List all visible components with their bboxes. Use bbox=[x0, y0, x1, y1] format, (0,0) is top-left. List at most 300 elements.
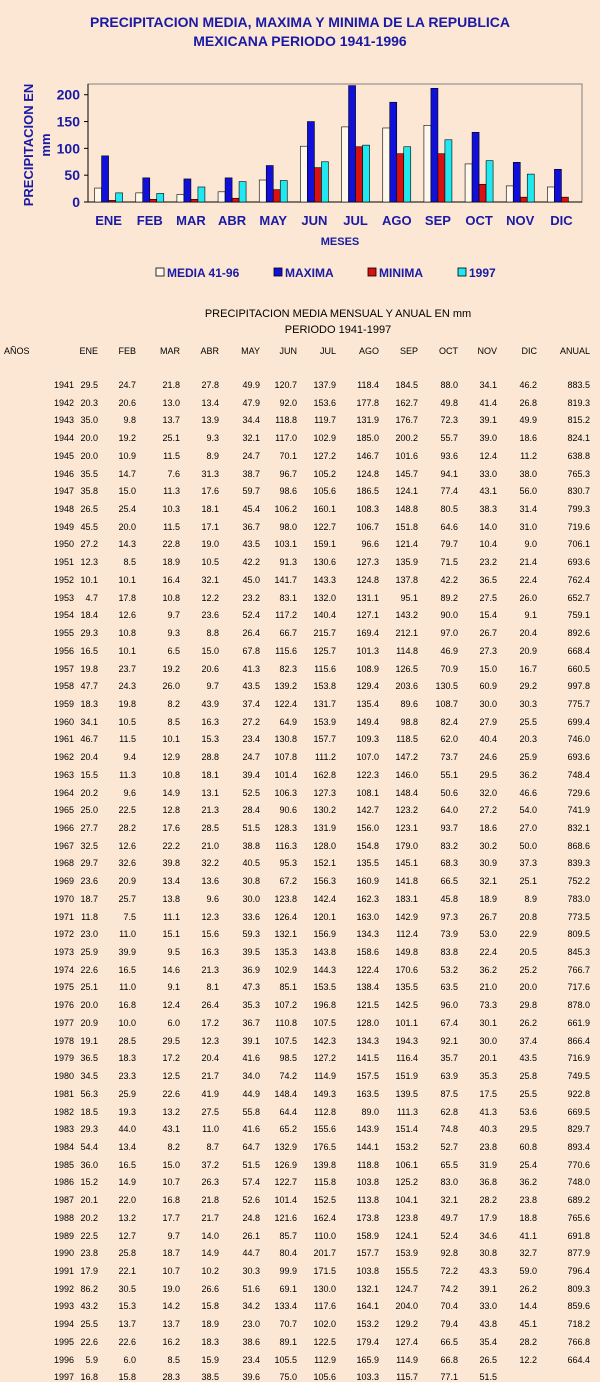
column-header: ABR bbox=[200, 346, 219, 356]
value-cell: 66.7 bbox=[279, 628, 297, 639]
value-cell: 23.4 bbox=[242, 734, 260, 745]
value-cell: 26.0 bbox=[162, 681, 180, 692]
value-cell: 34.4 bbox=[242, 415, 260, 426]
value-cell: 12.5 bbox=[162, 1071, 180, 1082]
value-cell: 25.1 bbox=[519, 876, 537, 887]
value-cell: 203.6 bbox=[395, 681, 418, 692]
value-cell: 15.0 bbox=[201, 645, 219, 656]
value-cell: 122.5 bbox=[313, 1336, 336, 1347]
value-cell: 153.9 bbox=[313, 716, 336, 727]
value-cell: 52.6 bbox=[242, 1195, 260, 1206]
bar-media-41-96-nov bbox=[506, 186, 513, 202]
value-cell: 65.2 bbox=[279, 1124, 297, 1135]
value-cell: 11.5 bbox=[163, 450, 180, 461]
value-cell: 39.8 bbox=[162, 858, 180, 869]
value-cell: 40.3 bbox=[479, 1124, 497, 1135]
value-cell: 9.5 bbox=[167, 947, 180, 958]
value-cell: 11.8 bbox=[81, 911, 98, 922]
value-cell: 31.4 bbox=[519, 504, 537, 515]
value-cell: 11.0 bbox=[119, 929, 136, 940]
value-cell: 153.2 bbox=[356, 1319, 379, 1330]
value-cell: 30.0 bbox=[479, 1035, 497, 1046]
value-cell: 30.8 bbox=[479, 1248, 497, 1259]
value-cell: 115.6 bbox=[275, 645, 297, 656]
value-cell: 25.4 bbox=[118, 504, 136, 515]
value-cell: 14.9 bbox=[118, 1177, 136, 1188]
legend-swatch bbox=[368, 268, 376, 276]
value-cell: 15.2 bbox=[80, 1177, 98, 1188]
value-cell: 23.8 bbox=[479, 1141, 497, 1152]
value-cell: 18.6 bbox=[519, 433, 537, 444]
value-cell: 139.8 bbox=[313, 1159, 336, 1170]
value-cell: 20.4 bbox=[201, 1053, 219, 1064]
value-cell: 9.4 bbox=[123, 752, 136, 763]
value-cell: 12.2 bbox=[519, 1354, 537, 1365]
value-cell: 16.3 bbox=[201, 947, 219, 958]
value-cell: 69.1 bbox=[279, 1283, 297, 1294]
value-cell: 43.5 bbox=[519, 1053, 537, 1064]
value-cell: 148.4 bbox=[274, 1088, 297, 1099]
value-cell: 9.8 bbox=[123, 415, 136, 426]
value-cell: 98.5 bbox=[279, 1053, 297, 1064]
value-cell: 47.9 bbox=[242, 397, 260, 408]
bar-1997-abr bbox=[239, 182, 246, 202]
year-cell: 1973 bbox=[53, 947, 74, 958]
value-cell: 57.4 bbox=[242, 1177, 260, 1188]
value-cell: 749.5 bbox=[567, 1071, 590, 1082]
value-cell: 130.8 bbox=[274, 734, 297, 745]
value-cell: 71.5 bbox=[440, 557, 458, 568]
bar-media-41-96-oct bbox=[465, 164, 472, 202]
value-cell: 41.6 bbox=[242, 1053, 260, 1064]
year-cell: 1970 bbox=[53, 893, 74, 904]
value-cell: 83.2 bbox=[440, 840, 458, 851]
value-cell: 729.6 bbox=[567, 787, 590, 798]
value-cell: 13.2 bbox=[162, 1106, 180, 1117]
value-cell: 131.9 bbox=[356, 415, 379, 426]
value-cell: 82.3 bbox=[279, 663, 297, 674]
value-cell: 127.1 bbox=[356, 610, 379, 621]
value-cell: 53.2 bbox=[440, 964, 458, 975]
value-cell: 40.5 bbox=[242, 858, 260, 869]
column-header: JUN bbox=[279, 346, 297, 356]
value-cell: 152.5 bbox=[313, 1195, 336, 1206]
value-cell: 6.5 bbox=[167, 645, 180, 656]
value-cell: 183.1 bbox=[395, 893, 418, 904]
value-cell: 72.2 bbox=[440, 1266, 458, 1276]
year-cell: 1968 bbox=[53, 858, 74, 869]
value-cell: 13.8 bbox=[162, 893, 180, 904]
year-cell: 1956 bbox=[53, 645, 74, 656]
value-cell: 868.6 bbox=[567, 840, 590, 851]
value-cell: 55.7 bbox=[440, 433, 458, 444]
bar-1997-jun bbox=[321, 162, 328, 202]
value-cell: 114.9 bbox=[396, 1354, 418, 1365]
value-cell: 108.9 bbox=[356, 663, 379, 674]
value-cell: 29.5 bbox=[80, 380, 98, 390]
value-cell: 11.5 bbox=[163, 521, 180, 532]
value-cell: 892.6 bbox=[567, 628, 590, 639]
value-cell: 177.8 bbox=[356, 397, 379, 408]
bar-maxima-oct bbox=[472, 132, 479, 202]
value-cell: 162.7 bbox=[395, 397, 418, 408]
value-cell: 34.6 bbox=[479, 1230, 497, 1241]
value-cell: 157.7 bbox=[356, 1248, 379, 1259]
value-cell: 130.2 bbox=[313, 805, 336, 816]
value-cell: 33.0 bbox=[479, 1301, 497, 1312]
value-cell: 31.9 bbox=[479, 1159, 497, 1170]
value-cell: 120.1 bbox=[313, 911, 336, 922]
value-cell: 43.5 bbox=[242, 539, 260, 550]
value-cell: 21.0 bbox=[201, 840, 219, 851]
value-cell: 8.2 bbox=[167, 698, 180, 709]
value-cell: 10.8 bbox=[162, 592, 180, 603]
x-tick-label: NOV bbox=[506, 213, 535, 228]
value-cell: 38.3 bbox=[479, 504, 497, 515]
bar-minima-abr bbox=[232, 198, 239, 202]
value-cell: 16.3 bbox=[201, 716, 219, 727]
value-cell: 766.7 bbox=[567, 964, 590, 975]
value-cell: 47.3 bbox=[242, 982, 260, 993]
value-cell: 809.3 bbox=[567, 1283, 590, 1294]
value-cell: 12.8 bbox=[162, 805, 180, 816]
value-cell: 15.9 bbox=[201, 1354, 219, 1365]
value-cell: 122.7 bbox=[274, 1177, 297, 1188]
value-cell: 163.0 bbox=[356, 911, 379, 922]
value-cell: 41.9 bbox=[201, 1088, 219, 1099]
value-cell: 29.8 bbox=[519, 1000, 537, 1011]
value-cell: 46.2 bbox=[519, 380, 537, 390]
value-cell: 20.3 bbox=[519, 734, 537, 745]
value-cell: 19.1 bbox=[80, 1035, 98, 1046]
value-cell: 18.3 bbox=[118, 1053, 136, 1064]
value-cell: 16.8 bbox=[162, 1195, 180, 1206]
value-cell: 139.5 bbox=[395, 1088, 418, 1099]
value-cell: 20.0 bbox=[80, 433, 98, 444]
value-cell: 32.5 bbox=[80, 840, 98, 851]
value-cell: 17.2 bbox=[201, 1017, 219, 1028]
value-cell: 107.8 bbox=[274, 752, 297, 763]
value-cell: 10.8 bbox=[162, 769, 180, 780]
year-cell: 1967 bbox=[53, 840, 74, 851]
value-cell: 118.8 bbox=[357, 1159, 379, 1170]
value-cell: 54.0 bbox=[519, 805, 537, 816]
value-cell: 28.8 bbox=[201, 752, 219, 763]
value-cell: 68.3 bbox=[440, 858, 458, 869]
value-cell: 147.2 bbox=[395, 752, 418, 763]
value-cell: 43.1 bbox=[162, 1124, 180, 1135]
value-cell: 26.2 bbox=[519, 1283, 537, 1294]
value-cell: 39.1 bbox=[479, 415, 497, 426]
value-cell: 64.0 bbox=[440, 805, 458, 816]
value-cell: 158.9 bbox=[356, 1230, 379, 1241]
value-cell: 110.8 bbox=[275, 1017, 297, 1028]
year-cell: 1987 bbox=[53, 1195, 74, 1206]
year-cell: 1989 bbox=[53, 1230, 74, 1241]
value-cell: 25.8 bbox=[519, 1071, 537, 1082]
table-title-line2: PERIODO 1941-1997 bbox=[284, 324, 392, 336]
value-cell: 12.6 bbox=[118, 610, 136, 621]
value-cell: 893.4 bbox=[567, 1141, 590, 1152]
value-cell: 22.5 bbox=[118, 805, 136, 816]
bar-maxima-mar bbox=[184, 179, 191, 202]
value-cell: 26.0 bbox=[519, 592, 537, 603]
value-cell: 103.8 bbox=[356, 1266, 379, 1276]
value-cell: 128.3 bbox=[274, 823, 297, 833]
value-cell: 54.4 bbox=[80, 1141, 98, 1152]
value-cell: 51.5 bbox=[479, 1372, 497, 1382]
value-cell: 215.7 bbox=[313, 628, 336, 639]
value-cell: 20.2 bbox=[80, 1212, 98, 1223]
value-cell: 40.4 bbox=[479, 734, 497, 745]
value-cell: 9.3 bbox=[206, 433, 219, 444]
value-cell: 30.0 bbox=[479, 698, 497, 709]
value-cell: 49.8 bbox=[440, 397, 458, 408]
year-cell: 1954 bbox=[53, 610, 74, 621]
value-cell: 41.3 bbox=[479, 1106, 497, 1117]
value-cell: 877.9 bbox=[567, 1248, 590, 1259]
value-cell: 145.7 bbox=[395, 468, 418, 479]
value-cell: 748.0 bbox=[567, 1177, 590, 1188]
value-cell: 130.0 bbox=[313, 1283, 336, 1294]
value-cell: 112.8 bbox=[314, 1106, 336, 1117]
value-cell: 101.1 bbox=[395, 1017, 418, 1028]
value-cell: 30.5 bbox=[118, 1283, 136, 1294]
value-cell: 30.2 bbox=[479, 840, 497, 851]
value-cell: 74.2 bbox=[279, 1071, 297, 1082]
value-cell: 23.0 bbox=[80, 929, 98, 940]
legend-swatch bbox=[156, 268, 164, 276]
value-cell: 706.1 bbox=[567, 539, 590, 550]
value-cell: 765.3 bbox=[567, 468, 590, 479]
value-cell: 27.2 bbox=[80, 539, 98, 550]
value-cell: 127.2 bbox=[313, 450, 336, 461]
value-cell: 8.5 bbox=[167, 1354, 180, 1365]
year-cell: 1975 bbox=[53, 982, 74, 993]
bar-minima-oct bbox=[479, 184, 486, 202]
value-cell: 94.1 bbox=[440, 468, 458, 479]
value-cell: 13.9 bbox=[201, 415, 219, 426]
value-cell: 204.0 bbox=[395, 1301, 418, 1312]
value-cell: 55.1 bbox=[440, 769, 458, 780]
value-cell: 79.4 bbox=[440, 1319, 458, 1330]
value-cell: 32.1 bbox=[242, 433, 260, 444]
value-cell: 4.7 bbox=[85, 592, 98, 603]
value-cell: 12.4 bbox=[162, 1000, 180, 1011]
value-cell: 21.3 bbox=[201, 964, 219, 975]
value-cell: 38.6 bbox=[242, 1336, 260, 1347]
value-cell: 26.7 bbox=[479, 628, 497, 639]
value-cell: 9.7 bbox=[206, 681, 219, 692]
value-cell: 35.0 bbox=[80, 415, 98, 426]
value-cell: 20.0 bbox=[80, 1000, 98, 1011]
x-tick-label: ABR bbox=[217, 213, 247, 228]
value-cell: 149.8 bbox=[395, 947, 418, 958]
value-cell: 89.2 bbox=[440, 592, 458, 603]
value-cell: 16.8 bbox=[118, 1000, 136, 1011]
value-cell: 143.3 bbox=[313, 574, 336, 585]
value-cell: 151.8 bbox=[395, 521, 418, 532]
value-cell: 64.6 bbox=[440, 521, 458, 532]
value-cell: 10.5 bbox=[118, 716, 136, 727]
year-cell: 1943 bbox=[53, 415, 74, 426]
value-cell: 135.3 bbox=[274, 947, 297, 958]
value-cell: 141.7 bbox=[274, 574, 297, 585]
value-cell: 124.7 bbox=[395, 1283, 418, 1294]
value-cell: 116.3 bbox=[275, 840, 297, 851]
value-cell: 11.3 bbox=[163, 486, 180, 497]
year-cell: 1958 bbox=[53, 681, 74, 692]
value-cell: 746.0 bbox=[567, 734, 590, 745]
value-cell: 11.3 bbox=[119, 769, 136, 780]
value-cell: 50.0 bbox=[519, 840, 537, 851]
value-cell: 10.7 bbox=[162, 1266, 180, 1276]
value-cell: 65.5 bbox=[440, 1159, 458, 1170]
value-cell: 121.5 bbox=[356, 1000, 379, 1011]
value-cell: 22.6 bbox=[118, 1336, 136, 1347]
value-cell: 186.5 bbox=[356, 486, 379, 497]
value-cell: 26.4 bbox=[242, 628, 260, 639]
value-cell: 773.5 bbox=[567, 911, 590, 922]
value-cell: 10.0 bbox=[118, 1017, 136, 1028]
value-cell: 64.7 bbox=[242, 1141, 260, 1152]
value-cell: 80.4 bbox=[279, 1248, 297, 1259]
value-cell: 88.0 bbox=[440, 380, 458, 390]
value-cell: 12.4 bbox=[479, 450, 497, 461]
value-cell: 878.0 bbox=[567, 1000, 590, 1011]
value-cell: 79.7 bbox=[440, 539, 458, 550]
value-cell: 47.7 bbox=[80, 681, 98, 692]
value-cell: 14.4 bbox=[519, 1301, 537, 1312]
value-cell: 49.9 bbox=[242, 380, 260, 390]
value-cell: 13.4 bbox=[162, 876, 180, 887]
value-cell: 18.1 bbox=[201, 769, 219, 780]
value-cell: 15.8 bbox=[201, 1301, 219, 1312]
value-cell: 63.5 bbox=[440, 982, 458, 993]
value-cell: 661.9 bbox=[567, 1017, 590, 1028]
value-cell: 83.8 bbox=[440, 947, 458, 958]
value-cell: 8.5 bbox=[123, 557, 136, 568]
value-cell: 24.3 bbox=[118, 681, 136, 692]
value-cell: 85.7 bbox=[279, 1230, 297, 1241]
bar-1997-jul bbox=[363, 145, 370, 202]
value-cell: 63.9 bbox=[440, 1071, 458, 1082]
value-cell: 117.2 bbox=[275, 610, 297, 621]
value-cell: 146.7 bbox=[356, 450, 379, 461]
x-tick-label: JUL bbox=[343, 213, 368, 228]
value-cell: 25.9 bbox=[118, 1088, 136, 1099]
value-cell: 170.6 bbox=[395, 964, 418, 975]
value-cell: 8.8 bbox=[206, 628, 219, 639]
value-cell: 25.5 bbox=[519, 716, 537, 727]
value-cell: 164.1 bbox=[356, 1301, 379, 1312]
value-cell: 23.3 bbox=[118, 1071, 136, 1082]
value-cell: 127.2 bbox=[313, 1053, 336, 1064]
value-cell: 748.4 bbox=[567, 769, 590, 780]
value-cell: 26.5 bbox=[80, 504, 98, 515]
value-cell: 8.7 bbox=[206, 1141, 219, 1152]
value-cell: 25.9 bbox=[519, 752, 537, 763]
bar-1997-sep bbox=[445, 140, 452, 202]
value-cell: 23.8 bbox=[80, 1248, 98, 1259]
value-cell: 765.6 bbox=[567, 1212, 590, 1223]
value-cell: 107.5 bbox=[274, 1035, 297, 1046]
value-cell: 22.6 bbox=[80, 1336, 98, 1347]
value-cell: 176.5 bbox=[313, 1141, 336, 1152]
value-cell: 42.2 bbox=[242, 557, 260, 568]
value-cell: 759.1 bbox=[567, 610, 590, 621]
value-cell: 691.8 bbox=[567, 1230, 590, 1241]
value-cell: 11.5 bbox=[119, 734, 136, 745]
year-cell: 1953 bbox=[53, 592, 74, 603]
value-cell: 38.7 bbox=[242, 468, 260, 479]
legend-label: MEDIA 41-96 bbox=[167, 266, 240, 280]
value-cell: 44.0 bbox=[118, 1124, 136, 1135]
value-cell: 19.8 bbox=[80, 663, 98, 674]
value-cell: 16.5 bbox=[118, 1159, 136, 1170]
value-cell: 89.1 bbox=[279, 1336, 297, 1347]
value-cell: 93.7 bbox=[440, 823, 458, 833]
value-cell: 20.2 bbox=[80, 787, 98, 798]
value-cell: 64.9 bbox=[279, 716, 297, 727]
value-cell: 26.7 bbox=[479, 911, 497, 922]
value-cell: 25.5 bbox=[519, 1088, 537, 1099]
bar-1997-feb bbox=[157, 193, 164, 202]
value-cell: 120.7 bbox=[274, 380, 297, 390]
value-cell: 19.3 bbox=[118, 1106, 136, 1117]
value-cell: 159.1 bbox=[313, 539, 336, 550]
value-cell: 30.8 bbox=[242, 876, 260, 887]
column-header: MAY bbox=[241, 346, 260, 356]
value-cell: 20.6 bbox=[201, 663, 219, 674]
value-cell: 42.2 bbox=[440, 574, 458, 585]
value-cell: 29.3 bbox=[80, 1124, 98, 1135]
value-cell: 770.6 bbox=[567, 1159, 590, 1170]
value-cell: 10.1 bbox=[118, 574, 136, 585]
legend-label: 1997 bbox=[469, 266, 496, 280]
legend-label: MINIMA bbox=[379, 266, 423, 280]
value-cell: 14.2 bbox=[162, 1301, 180, 1312]
value-cell: 20.4 bbox=[519, 628, 537, 639]
value-cell: 201.7 bbox=[313, 1248, 336, 1259]
value-cell: 24.8 bbox=[242, 1212, 260, 1223]
bar-media-41-96-abr bbox=[218, 192, 225, 202]
value-cell: 13.7 bbox=[162, 415, 180, 426]
value-cell: 144.1 bbox=[356, 1141, 379, 1152]
year-cell: 1985 bbox=[53, 1159, 74, 1170]
value-cell: 752.2 bbox=[567, 876, 590, 887]
value-cell: 102.9 bbox=[313, 433, 336, 444]
value-cell: 97.3 bbox=[440, 911, 458, 922]
bar-media-41-96-ene bbox=[95, 188, 102, 202]
value-cell: 30.1 bbox=[479, 1017, 497, 1028]
value-cell: 112.9 bbox=[314, 1354, 336, 1365]
bar-1997-nov bbox=[527, 174, 534, 202]
value-cell: 143.8 bbox=[313, 947, 336, 958]
value-cell: 17.6 bbox=[162, 823, 180, 833]
year-cell: 1949 bbox=[53, 521, 74, 532]
value-cell: 128.0 bbox=[356, 1017, 379, 1028]
value-cell: 72.3 bbox=[440, 415, 458, 426]
value-cell: 9.0 bbox=[524, 539, 537, 550]
value-cell: 43.8 bbox=[479, 1319, 497, 1330]
bar-media-41-96-ago bbox=[383, 128, 390, 202]
value-cell: 123.2 bbox=[395, 805, 418, 816]
value-cell: 32.2 bbox=[201, 858, 219, 869]
value-cell: 122.4 bbox=[356, 964, 379, 975]
value-cell: 169.4 bbox=[356, 628, 379, 639]
value-cell: 15.4 bbox=[479, 610, 497, 621]
